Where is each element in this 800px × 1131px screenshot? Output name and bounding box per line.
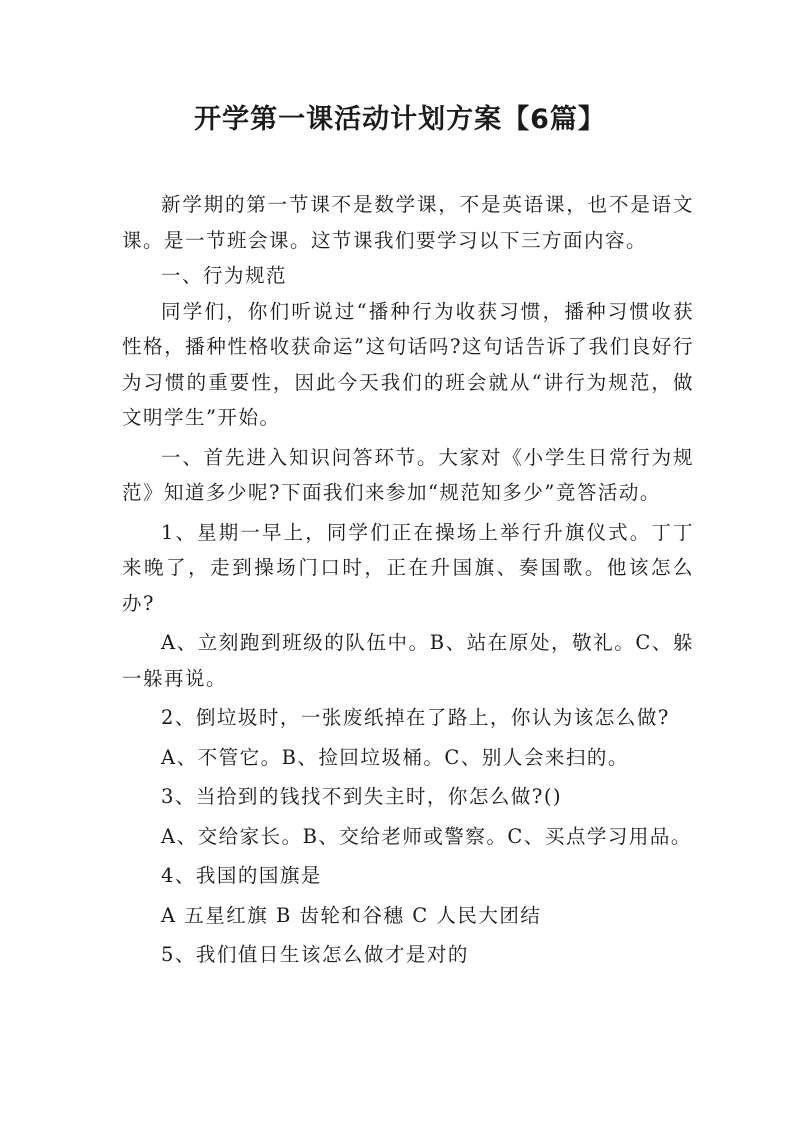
- question-paragraph: 4、我国的国旗是: [161, 864, 322, 887]
- body-paragraph: 一、首先进入知识问答环节。大家对《小学生日常行为规范》知道多少呢?下面我们来参加“规范知多少”竟答活动。: [122, 445, 694, 504]
- answer-options: A、不管它。B、捡回垃圾桶。C、别人会来扫的。: [161, 745, 629, 769]
- answer-options: A 五星红旗 B 齿轮和谷穗 C 人民大团结: [161, 903, 542, 927]
- question-paragraph: 5、我们值日生该怎么做才是对的: [161, 943, 469, 966]
- answer-options: A、立刻跑到班级的队伍中。B、站在原处，敬礼。C、躲一躲再说。: [122, 631, 694, 690]
- section-heading: 一、行为规范: [161, 264, 288, 287]
- document-title: 开学第一课活动计划方案【6篇】: [194, 104, 606, 135]
- question-paragraph: 3、当拾到的钱找不到失主时，你怎么做?(): [161, 785, 563, 808]
- question-paragraph: 2、倒垃圾时，一张废纸掉在了路上，你认为该怎么做?: [161, 706, 670, 729]
- question-paragraph: 1、星期一早上，同学们正在操场上举行升旗仪式。丁丁来晚了，走到操场门口时，正在升国旗、奏国歌。他该怎么办?: [122, 520, 694, 615]
- body-paragraph: 同学们，你们听说过“播种行为收获习惯，播种习惯收获性格，播种性格收获命运”这句话吗?这句话告诉了我们良好行为习惯的重要性，因此今天我们的班会就从“讲行为规范，做文明学生”开始。: [122, 299, 694, 429]
- answer-options: A、交给家长。B、交给老师或警察。C、买点学习用品。: [161, 824, 692, 848]
- intro-paragraph: 新学期的第一节课不是数学课，不是英语课，也不是语文课。是一节班会课。这节课我们要学习以下三方面内容。: [122, 193, 694, 252]
- document-body: [122, 187, 694, 973]
